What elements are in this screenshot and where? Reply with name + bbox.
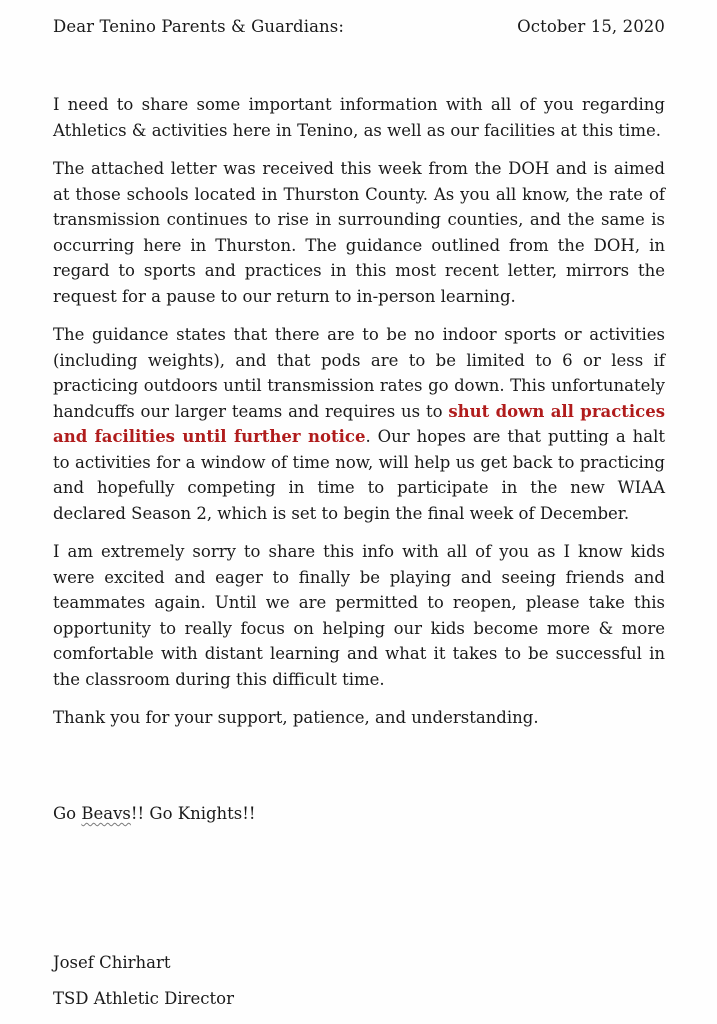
- sign-off: [53, 803, 256, 825]
- paragraph-apology: I am extremely sorry to share this info with all of you as I know kids were excited and eager to finally be playing and seeing friends and teammates again. Until we are permitted to reopen, please take this opportunity to really focus on helping our kids become more & more comfortable with distant learning and what it takes to be successful in the classroom during this difficult time.: [53, 542, 665, 689]
- paragraph-thanks: Thank you for your support, patience, and understanding.: [53, 708, 539, 727]
- paragraph-guidance: [53, 322, 665, 526]
- letter-body: [53, 92, 665, 744]
- letter-header: [53, 16, 665, 38]
- guidance-text-before: The guidance states that there are to be no indoor sports or activities (including weights), and that pods are to be limited to 6 or less if practicing outdoors until transmission rates go down. This unfortunately handcuffs our larger teams and requires us to: [53, 325, 665, 421]
- salutation: Dear Tenino Parents & Guardians:: [53, 17, 344, 36]
- sign-off-beavs-spellcheck: Beavs: [81, 804, 131, 823]
- sign-off-go: Go: [53, 804, 82, 823]
- sign-off-rest: !! Go Knights!!: [130, 804, 256, 823]
- letter-date: October 15, 2020: [517, 17, 665, 36]
- signature-name: Josef Chirhart: [53, 953, 171, 972]
- signature-title: TSD Athletic Director: [53, 989, 234, 1008]
- guidance-text-after: . Our hopes are that putting a halt to activities for a window of time now, will help us get back to practicing and hopefully competing in time to participate in the new WIAA declared Season 2, which is set to begin the final week of December.: [53, 427, 665, 523]
- paragraph-intro: I need to share some important information with all of you regarding Athletics & activities here in Tenino, as well as our facilities at this time.: [53, 95, 665, 140]
- paragraph-doh-letter: The attached letter was received this week from the DOH and is aimed at those schools located in Thurston County. As you all know, the rate of transmission continues to rise in surrounding counties, and the same is occurring here in Thurston. The guidance outlined from the DOH, in regard to sports and practices in this most recent letter, mirrors the request for a pause to our return to in-person learning.: [53, 159, 665, 306]
- shutdown-notice-highlight: shut down all practices and facilities until further notice: [53, 401, 665, 446]
